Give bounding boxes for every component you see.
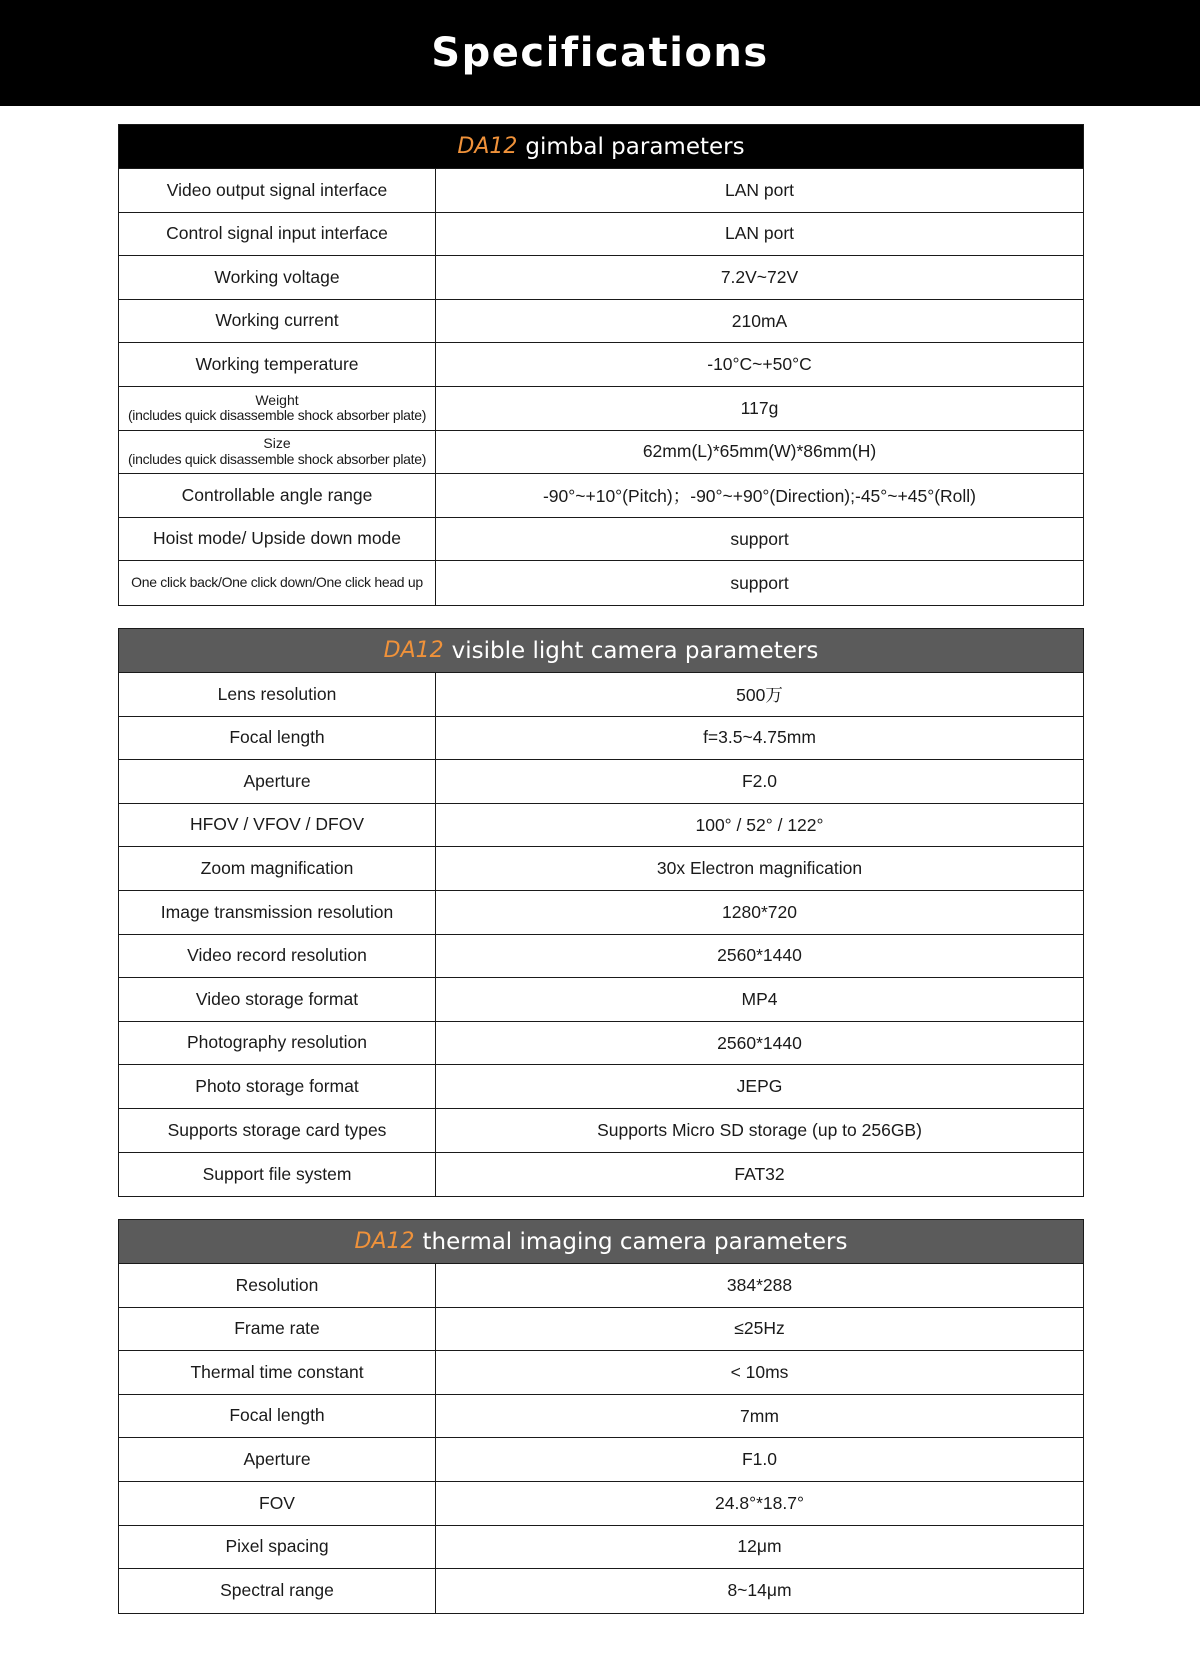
spec-label: Spectral range bbox=[119, 1569, 436, 1613]
table-row bbox=[119, 978, 1083, 1022]
table-row bbox=[119, 213, 1083, 257]
thermal-camera-parameters-table bbox=[118, 1219, 1084, 1614]
spec-label: Aperture bbox=[119, 1438, 436, 1481]
spec-value: F1.0 bbox=[741, 1449, 778, 1470]
page-title: Specifications bbox=[431, 30, 769, 76]
model-name: DA12 bbox=[383, 638, 444, 663]
spec-value: -10°C~+50°C bbox=[707, 354, 812, 375]
spec-value: 100° / 52° / 122° bbox=[695, 814, 824, 835]
spec-value: < 10ms bbox=[730, 1361, 789, 1382]
spec-label-main: Weight bbox=[255, 391, 299, 408]
spec-label: Working voltage bbox=[119, 256, 436, 299]
spec-value: support bbox=[730, 528, 789, 549]
spec-value: 384*288 bbox=[726, 1274, 793, 1295]
spec-value: 8~14μm bbox=[727, 1580, 792, 1601]
spec-value: 12μm bbox=[737, 1536, 782, 1557]
spec-label: Frame rate bbox=[119, 1308, 436, 1351]
spec-value: LAN port bbox=[724, 179, 795, 200]
table-row bbox=[119, 1109, 1083, 1153]
table-row bbox=[119, 717, 1083, 761]
spec-value: MP4 bbox=[741, 988, 778, 1009]
model-name: DA12 bbox=[457, 134, 518, 159]
table-row bbox=[119, 474, 1083, 518]
gimbal-parameters-table bbox=[118, 124, 1084, 606]
section-title: visible light camera parameters bbox=[451, 637, 819, 664]
table-row bbox=[119, 1482, 1083, 1526]
spec-label: Video record resolution bbox=[119, 935, 436, 978]
spec-value: 500万 bbox=[736, 684, 783, 705]
spec-label bbox=[119, 387, 436, 430]
spec-label bbox=[119, 431, 436, 474]
spec-label: Control signal input interface bbox=[119, 213, 436, 256]
table-row bbox=[119, 1569, 1083, 1613]
table-row bbox=[119, 169, 1083, 213]
spec-value: 2560*1440 bbox=[717, 1032, 802, 1053]
table-row bbox=[119, 804, 1083, 848]
section-title: gimbal parameters bbox=[525, 133, 745, 160]
gimbal-section-header bbox=[119, 125, 1083, 169]
spec-value: 7.2V~72V bbox=[720, 266, 799, 287]
model-name: DA12 bbox=[354, 1229, 415, 1254]
spec-label: Supports storage card types bbox=[119, 1109, 436, 1152]
table-row bbox=[119, 343, 1083, 387]
spec-label: Aperture bbox=[119, 760, 436, 803]
spec-label: Zoom magnification bbox=[119, 847, 436, 890]
spec-value: Supports Micro SD storage (up to 256GB) bbox=[597, 1119, 922, 1140]
spec-label-note: (includes quick disassemble shock absorber plate) bbox=[127, 407, 427, 424]
table-row bbox=[119, 518, 1083, 562]
table-row bbox=[119, 1022, 1083, 1066]
table-row bbox=[119, 1526, 1083, 1570]
table-row bbox=[119, 1065, 1083, 1109]
spec-value: 1280*720 bbox=[722, 901, 797, 922]
spec-label: FOV bbox=[119, 1482, 436, 1525]
spec-label: One click back/One click down/One click head up bbox=[119, 561, 436, 605]
spec-label: Photography resolution bbox=[119, 1022, 436, 1065]
thermal-camera-section-header bbox=[119, 1220, 1083, 1264]
table-row bbox=[119, 1438, 1083, 1482]
spec-label: Support file system bbox=[119, 1153, 436, 1197]
spec-label: Lens resolution bbox=[119, 673, 436, 716]
table-row bbox=[119, 1351, 1083, 1395]
spec-label: Resolution bbox=[119, 1264, 436, 1307]
spec-value: JEPG bbox=[736, 1076, 783, 1097]
table-row bbox=[119, 1395, 1083, 1439]
spec-label: Working current bbox=[119, 300, 436, 343]
spec-label: Working temperature bbox=[119, 343, 436, 386]
spec-label: Video storage format bbox=[119, 978, 436, 1021]
spec-value: ≤25Hz bbox=[734, 1318, 785, 1339]
spec-label: Image transmission resolution bbox=[119, 891, 436, 934]
spec-label: Focal length bbox=[119, 1395, 436, 1438]
spec-label: Hoist mode/ Upside down mode bbox=[119, 518, 436, 561]
spec-value: support bbox=[730, 572, 789, 593]
visible-camera-parameters-table bbox=[118, 628, 1084, 1197]
spec-value: 210mA bbox=[731, 310, 788, 331]
spec-label: Pixel spacing bbox=[119, 1526, 436, 1569]
table-row bbox=[119, 256, 1083, 300]
spec-label: Controllable angle range bbox=[119, 474, 436, 517]
spec-value: LAN port bbox=[724, 223, 795, 244]
spec-value: 7mm bbox=[740, 1405, 779, 1426]
table-row bbox=[119, 1264, 1083, 1308]
table-row bbox=[119, 387, 1083, 431]
table-row bbox=[119, 673, 1083, 717]
spec-value: 117g bbox=[740, 397, 779, 418]
spec-value: 2560*1440 bbox=[717, 945, 802, 966]
table-row bbox=[119, 935, 1083, 979]
spec-label: Thermal time constant bbox=[119, 1351, 436, 1394]
spec-label-main: Size bbox=[263, 435, 291, 452]
section-title: thermal imaging camera parameters bbox=[422, 1228, 848, 1255]
spec-value: FAT32 bbox=[734, 1163, 785, 1184]
table-row bbox=[119, 1153, 1083, 1197]
spec-label-note: (includes quick disassemble shock absorber plate) bbox=[127, 450, 427, 467]
spec-value: -90°~+10°(Pitch)；-90°~+90°(Direction);-45°~+45°(Roll) bbox=[542, 485, 976, 506]
spec-value: 24.8°*18.7° bbox=[715, 1492, 804, 1513]
table-row bbox=[119, 760, 1083, 804]
page-banner bbox=[0, 0, 1200, 106]
visible-camera-section-header bbox=[119, 629, 1083, 673]
table-row bbox=[119, 891, 1083, 935]
spec-label: Focal length bbox=[119, 717, 436, 760]
table-row bbox=[119, 1308, 1083, 1352]
spec-label: Photo storage format bbox=[119, 1065, 436, 1108]
spec-value: f=3.5~4.75mm bbox=[703, 727, 816, 748]
table-row bbox=[119, 300, 1083, 344]
spec-value: 62mm(L)*65mm(W)*86mm(H) bbox=[642, 441, 877, 462]
table-row bbox=[119, 431, 1083, 475]
spec-label: HFOV / VFOV / DFOV bbox=[119, 804, 436, 847]
table-row bbox=[119, 847, 1083, 891]
spec-value: F2.0 bbox=[741, 770, 778, 791]
table-row bbox=[119, 561, 1083, 605]
spec-label: Video output signal interface bbox=[119, 169, 436, 212]
spec-value: 30x Electron magnification bbox=[656, 858, 863, 879]
